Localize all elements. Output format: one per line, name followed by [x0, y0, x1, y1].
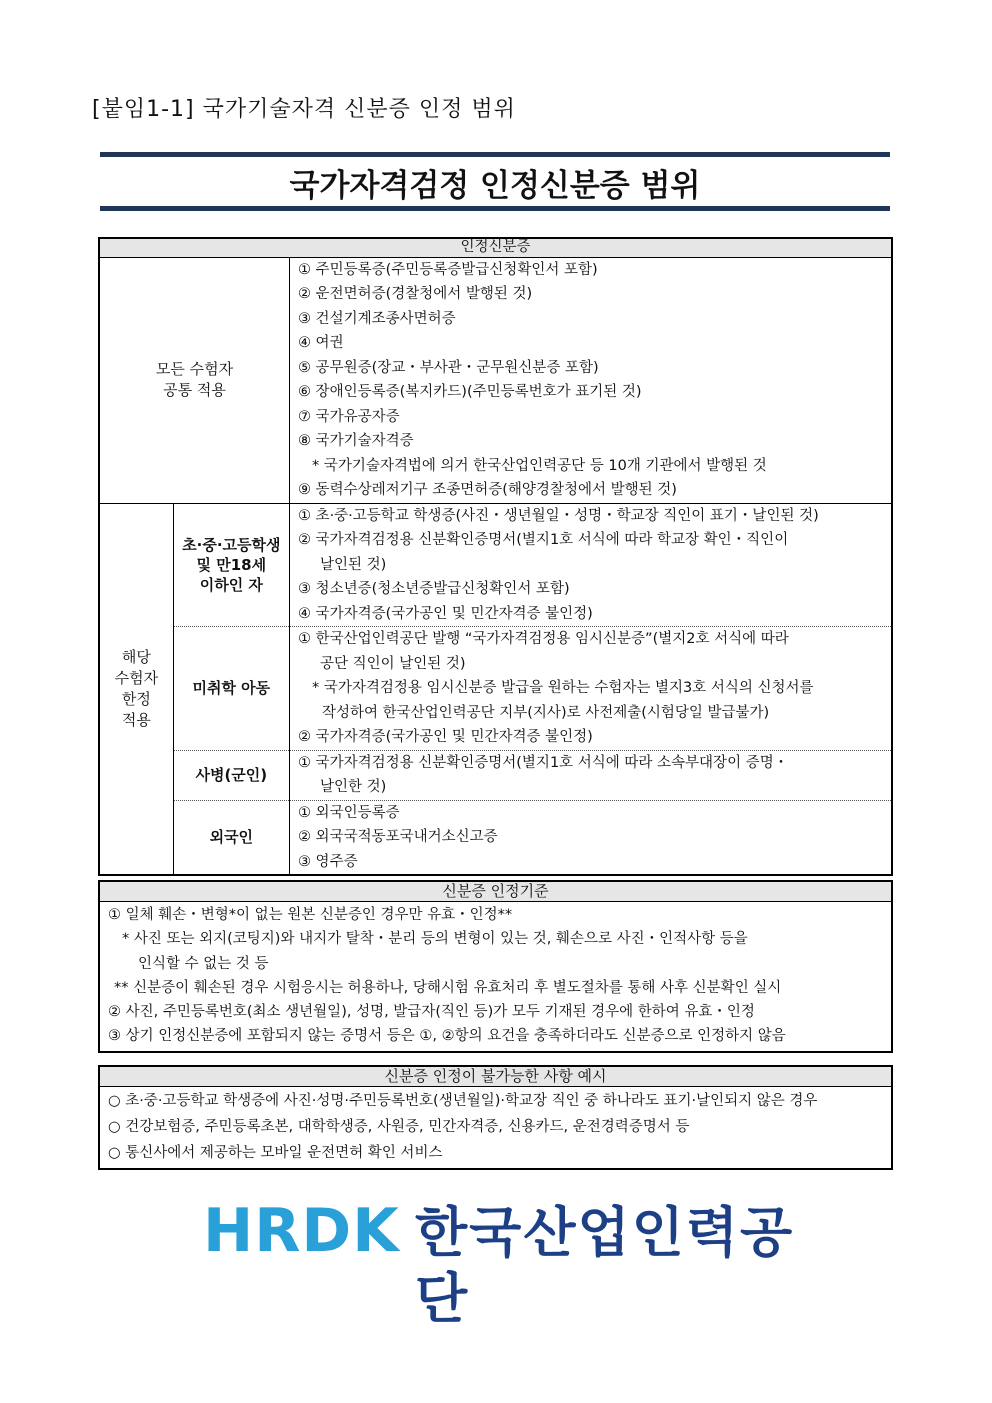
- list-item: ③ 영주증: [297, 853, 358, 870]
- specific-category-line: 수험자: [114, 668, 159, 687]
- list-item: ② 운전면허증(경찰청에서 발행된 것): [297, 286, 533, 302]
- hrdk-mark: HRDK: [203, 1196, 400, 1266]
- list-item: ① 초·중·고등학교 학생증(사진・생년월일・성명・학교장 직인이 표기・날인된 것): [297, 507, 819, 524]
- invalid-examples-header: 신분증 인정이 불가능한 사항 예시: [100, 1067, 891, 1087]
- criteria-line: ① 일체 훼손・변형*이 없는 원본 신분증인 경우만 유효・인정**: [108, 907, 513, 923]
- group-label-line: 미취학 아동: [192, 679, 271, 698]
- common-category-line: 공통 적용: [163, 381, 226, 399]
- list-note: * 국가기술자격법에 의거 한국산업인력공단 등 10개 기관에서 발행된 것: [311, 457, 767, 474]
- preschool-id-list: [289, 627, 892, 751]
- title-banner: [100, 152, 890, 212]
- criteria-note-continuation: 인식할 수 없는 것 등: [138, 955, 269, 972]
- invalid-example-item: ○ 초·중·고등학교 학생증에 사진·성명·주민등록번호(생년월일)·학교장 직인 중 하나라도 표기·날인되지 않은 경우: [108, 1093, 818, 1109]
- invalid-examples-body: [100, 1087, 891, 1168]
- common-category-line: 모든 수험자: [155, 360, 234, 378]
- list-item-continuation: 날인된 것): [319, 556, 387, 573]
- list-note-continuation: 작성하여 한국산업인력공단 지부(지사)로 사전제출(시험당일 발급불가): [321, 704, 770, 721]
- specific-category-line: 적용: [121, 710, 151, 729]
- students-id-list: [289, 503, 892, 627]
- accepted-id-table: [98, 237, 893, 876]
- common-category: [99, 257, 289, 503]
- id-criteria-header: 신분증 인정기준: [100, 882, 891, 902]
- list-item-continuation: 공단 직인이 날인된 것): [319, 655, 466, 672]
- group-label-soldier: [173, 750, 289, 800]
- soldier-id-list: [289, 750, 892, 800]
- list-item: ③ 건설기계조종사면허증: [297, 310, 456, 327]
- invalid-example-item: ○ 건강보험증, 주민등록초본, 대학학생증, 사원증, 민간자격증, 신용카드, 운전경력증명서 등: [108, 1119, 690, 1135]
- banner-bottom-rule: [100, 206, 890, 211]
- id-criteria-box: [98, 880, 893, 1053]
- list-item: ① 국가자격검정용 신분확인증명서(별지1호 서식에 따라 소속부대장이 증명・: [297, 754, 789, 771]
- list-item: ② 국가자격증(국가공인 및 민간자격증 불인정): [297, 729, 593, 745]
- attachment-title: [붙임1-1] 국가기술자격 신분증 인정 범위: [92, 97, 516, 122]
- specific-category: [99, 503, 173, 875]
- id-criteria-body: [100, 902, 891, 1051]
- list-item-continuation: 날인한 것): [319, 779, 387, 795]
- foreigner-id-list: [289, 800, 892, 875]
- list-item: ③ 청소년증(청소년증발급신청확인서 포함): [297, 581, 570, 597]
- list-item: ② 외국국적동포국내거소신고증: [297, 829, 498, 845]
- criteria-note: * 사진 또는 외지(코팅지)와 내지가 탈착・분리 등의 변형이 있는 것, 훼손으로 사진・인적사항 등을: [122, 931, 748, 948]
- accepted-id-header: 인정신분증: [99, 238, 892, 257]
- banner-top-rule: [100, 152, 890, 157]
- list-item: ⑤ 공무원증(장교・부사관・군무원신분증 포함): [297, 359, 599, 376]
- group-label-preschool: [173, 627, 289, 751]
- invalid-example-item: ○ 통신사에서 제공하는 모바일 운전면허 확인 서비스: [108, 1145, 443, 1161]
- invalid-examples-box: [98, 1065, 893, 1170]
- specific-category-line: 한정: [121, 689, 151, 708]
- group-label-line: 및 만18세: [196, 555, 267, 574]
- list-item: ② 국가자격검정용 신분확인증명서(별지1호 서식에 따라 학교장 확인・직인이: [297, 532, 789, 548]
- list-item: ④ 여권: [297, 335, 344, 351]
- criteria-line: ② 사진, 주민등록번호(최소 생년월일), 성명, 발급자(직인 등)가 모두 기재된 경우에 한하여 유효・인정: [108, 1004, 755, 1021]
- list-item: ① 한국산업인력공단 발행 “국가자격검정용 임시신분증”(별지2호 서식에 따라: [297, 631, 789, 647]
- group-label-students: [173, 503, 289, 627]
- group-label-foreigner: [173, 800, 289, 875]
- list-item: ⑧ 국가기술자격증: [297, 433, 414, 449]
- list-item: ① 주민등록증(주민등록증발급신청확인서 포함): [297, 261, 598, 278]
- organization-name: 한국산업인력공단: [415, 1201, 795, 1330]
- group-label-line: 사병(군인): [195, 766, 268, 784]
- list-item: ① 외국인등록증: [297, 804, 400, 821]
- list-item: ④ 국가자격증(국가공인 및 민간자격증 불인정): [297, 605, 593, 622]
- criteria-line: ③ 상기 인정신분증에 포함되지 않는 증명서 등은 ①, ②항의 요건을 충족하더라도 신분증으로 인정하지 않음: [108, 1028, 786, 1045]
- list-item: ⑨ 동력수상레저기구 조종면허증(해양경찰청에서 발행된 것): [297, 482, 677, 498]
- group-label-line: 외국인: [209, 828, 254, 847]
- common-id-list: [289, 257, 892, 503]
- hrdk-logo: [203, 1196, 803, 1330]
- group-label-line: 초·중·고등학생: [182, 535, 281, 554]
- list-note: * 국가자격검정용 임시신분증 발급을 원하는 수험자는 별지3호 서식의 신청서를: [311, 680, 814, 696]
- group-label-line: 이하인 자: [199, 575, 263, 594]
- list-item: ⑦ 국가유공자증: [297, 408, 400, 425]
- specific-category-line: 해당: [121, 647, 151, 666]
- criteria-note: ** 신분증이 훼손된 경우 시험응시는 허용하나, 당해시험 유효처리 후 별도절차를 통해 사후 신분확인 실시: [114, 979, 782, 996]
- list-item: ⑥ 장애인등록증(복지카드)(주민등록번호가 표기된 것): [297, 384, 642, 400]
- banner-title: 국가자격검정 인정신분증 범위: [289, 168, 701, 204]
